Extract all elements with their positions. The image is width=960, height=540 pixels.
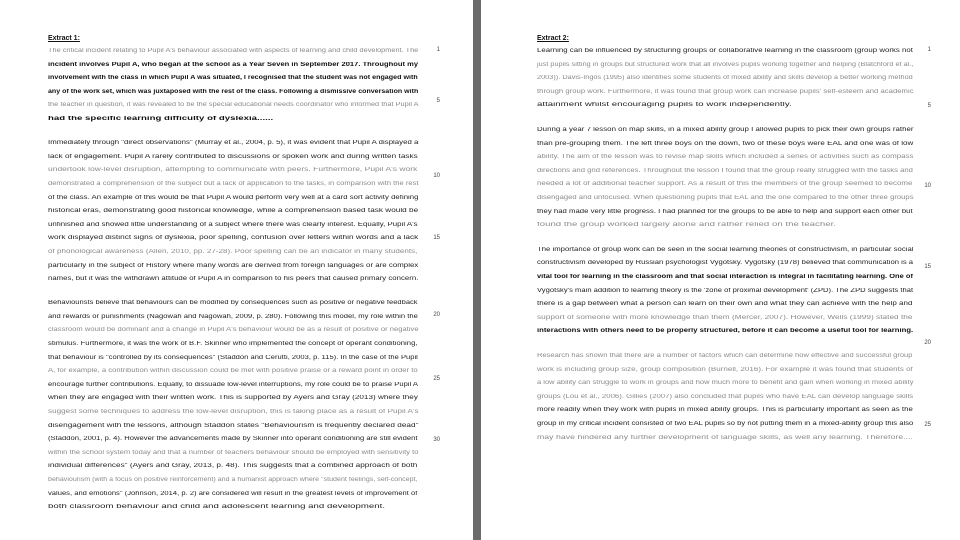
line-number: 20 bbox=[924, 340, 931, 346]
text-line: when they are engaged with their written work. This is supported by Ayers and Gray (2013) where they bbox=[48, 395, 418, 402]
text-line: A, for example, a contribution within discussion could be met with positive praise or a reward point in order to bbox=[48, 368, 418, 375]
text-line: disengaged and unfocused. When questioning pupils that EAL and the one compared to the other three groups bbox=[537, 195, 914, 201]
text-line: Research has shown that there are a number of factors which can determine how effective and successful group bbox=[537, 353, 913, 359]
text-line: ability. The aim of the lesson was to revise map skills which included a series of activities such as compass bbox=[537, 154, 914, 161]
text-line: stimulus. Furthermore, it was the work of B.F. Skinner who implemented the concept of operant conditioning, bbox=[48, 341, 418, 347]
text-line: names, but it was the withdrawn attitude of Pupil A in comparison to his peers that caused primary concern. bbox=[48, 276, 419, 283]
text-line: needed a lot of additional teacher support. As a result of this the members of the group seemed to become bbox=[537, 181, 913, 188]
line-number: 5 bbox=[436, 98, 440, 104]
line-number: 10 bbox=[433, 173, 440, 179]
text-line: more readily when they work with pupils in mixed ability groups. This is particularly important as seen as the bbox=[537, 407, 913, 414]
text-line: they had made very little progress. I had planned for the groups to be able to help and support each other but bbox=[537, 208, 913, 215]
line-number: 1 bbox=[436, 47, 440, 53]
text-line: During a year 7 lesson on map skills, in a mixed ability group I allowed pupils to pick their own groups rather bbox=[537, 127, 914, 133]
text-line: that behaviour is "controlled by its consequences" (Staddon and Cerutti, 2003, p. 115). In the case of the Pupil bbox=[48, 354, 418, 361]
text-line: disengagement with the lessons, although Staddon states "Behaviourism is frequently declared dead" bbox=[48, 422, 419, 429]
text-line: particularly in the subject of History where many words are derived from foreign languages or are complex bbox=[48, 262, 419, 269]
text-line: constructivism developed by Russian psychologist Vygotsky. Vygotsky (1978) believed that communication is a bbox=[537, 260, 914, 267]
text-line: The importance of group work can be seen in the social learning theories of constructivism, in particular social bbox=[537, 246, 914, 253]
text-line: demonstrated a comprehension of the subject but a lack of application to the tasks, in comparison with the rest bbox=[48, 180, 419, 187]
line-number: 15 bbox=[433, 235, 440, 241]
text-line: had the specific learning difficulty of dyslexia...... bbox=[48, 116, 274, 122]
text-line: groups (Lou et al., 2006). Gillies (2007) also concluded that pupils who have EAL can develop language skills bbox=[537, 393, 914, 400]
text-line: group in my critical incident consisted of two EAL pupils so by not putting them in a mixed-ability group this also bbox=[537, 421, 914, 427]
text-line: may have hindered any further development of language skills, as well any learning. Therefore.... bbox=[537, 434, 913, 441]
text-line: than pre-grouping them. The left three boys on the down, two of these boys were EAL and one was of low bbox=[537, 140, 914, 147]
text-line: within the school system today and that a number of teachers behaviour should be employed with sensitivity to bbox=[48, 449, 419, 456]
text-line: there is a gap between what a person can learn on their own and what they can achieve with the help and bbox=[537, 301, 913, 308]
line-number: 15 bbox=[924, 264, 931, 270]
text-line: individual differences" (Ayers and Gray, 2013, p. 48). This suggests that a combined approach of both bbox=[48, 463, 418, 470]
text-line: any of the work set, which was juxtaposed with the rest of the class. Following a dismissive conversation with bbox=[48, 88, 419, 95]
text-line: and rewards or punishments (Nagowah and Nagowah, 2009, p. 280). Following this model, my role within the bbox=[48, 313, 418, 320]
text-line: through group work. Furthermore, it was found that group work can increase pupils' self-esteem and academic bbox=[537, 88, 914, 95]
text-line: (Staddon, 2001, p. 4). However the advancements made by Skinner into operant conditioning are still evident bbox=[48, 436, 418, 443]
text-line: of phonological awareness (Allen, 2010, pp. 27-28). Poor spelling can be an indicator in many students, bbox=[48, 248, 418, 255]
line-number: 10 bbox=[924, 183, 931, 189]
text-line: of the class. An example of this would be that Pupil A would perform very well at a card sort activity defining bbox=[48, 194, 419, 201]
text-line: Immediately through "direct observations" (Murray et al., 2004, p. 5), it was evident that Pupil A displayed a bbox=[48, 140, 419, 147]
line-number: 1 bbox=[927, 47, 931, 53]
text-line: work is including group size, group composition (Burnell, 2016). For example it was found that students of bbox=[537, 366, 913, 373]
document-page-right bbox=[481, 0, 960, 540]
text-line: suggest some techniques to address the low-level disruption, this is taking place as a result of Pupil A's bbox=[48, 409, 419, 415]
text-line: the teacher in question, it was revealed to be the special educational needs coordinator who informed that Pupil A bbox=[48, 102, 419, 109]
line-number: 25 bbox=[433, 376, 440, 382]
text-line: Learning can be influenced by structuring groups or collaborative learning in the classroom (group works not bbox=[537, 48, 913, 54]
text-line: work displayed distinct signs of dyslexia, poor spelling, confusion over letters within words and a lack bbox=[48, 235, 419, 242]
text-line: encourage further contributions. Equally, to dissuade low-level interruptions, my role could be to praise Pupil A bbox=[48, 381, 418, 388]
text-line: both classroom behaviour and child and adolescent learning and development. bbox=[48, 504, 386, 511]
line-number: 5 bbox=[927, 103, 931, 109]
text-line: just pupils sitting in groups but structured work that all involves pupils working together and helping (Blatchford et al., bbox=[537, 61, 914, 68]
text-line: lack of engagement. Pupil A rarely contributed to discussions or spoken work and during written tasks bbox=[48, 153, 418, 160]
text-line: behaviourism (with a focus on positive reinforcement) and a humanist approach where "student feelings, self-concept, bbox=[48, 477, 418, 483]
text-line: a low ability can struggle to work in groups and how much more to benefit and gain when working in mixed ability bbox=[537, 380, 914, 387]
line-number: 20 bbox=[433, 312, 440, 318]
text-line: undertook low-level disruption, attempting to communicate with peers. Furthermore, Pupil A's work bbox=[48, 167, 418, 174]
line-number: 30 bbox=[433, 437, 440, 443]
text-line: support of someone with more knowledge than them (Mercer, 2007). However, Wells (1999) stated the bbox=[537, 314, 913, 321]
text-line: incident involves Pupil A, who began at the school as a Year Seven in September 2017. Throughout my bbox=[48, 61, 419, 68]
text-line: values, and emotions" (Johnson, 2014, p. 2) are considered will result in the greatest levels of improvement of bbox=[48, 490, 418, 497]
extract-heading: Extract 2: bbox=[537, 35, 569, 42]
text-line: Behaviourists believe that behaviours can be modified by consequences such as positive or negative feedback bbox=[48, 300, 418, 307]
text-line: 2003)). Davis-Ingos (1995) also identifies some students of mixed ability and skills develop a better working method bbox=[537, 75, 913, 82]
text-line: unfinished and showed little understanding of a subject where there was clearly interest. Equally, Pupil A's bbox=[48, 221, 418, 228]
extract-heading: Extract 1: bbox=[48, 35, 80, 42]
text-line: found the group worked largely alone and rather relied on the teacher. bbox=[537, 222, 836, 229]
text-line: Vygotsky's main addition to learning theory is the 'zone of proximal development' (ZPD). The ZPD suggests that bbox=[537, 287, 914, 294]
text-line: interactions with others need to be properly structured, before it can become a useful tool for learning. bbox=[537, 328, 914, 335]
text-line: vital tool for learning in the classroom and that social interaction is integral in facilitating learning. One of bbox=[537, 274, 913, 280]
text-line: historical eras, demonstrating good historical knowledge, while a comprehension based task would be bbox=[48, 208, 419, 215]
line-number: 25 bbox=[924, 422, 931, 428]
text-line: directions and grid references. Throughout the lesson I found that the group really struggled with the tasks and bbox=[537, 167, 913, 174]
text-line: involvement with the class in which Pupil A was situated, I recognised that the student was not engaged with bbox=[48, 75, 418, 82]
document-page-left bbox=[0, 0, 473, 540]
text-line: The critical incident relating to Pupil A's behaviour associated with aspects of learning and child development. The bbox=[48, 48, 419, 54]
text-line: classroom would be dominant and a change in Pupil A's behaviour would be as a result of positive or negative bbox=[48, 327, 419, 334]
text-line: attainment whilst encouraging pupils to work independently. bbox=[537, 102, 792, 109]
